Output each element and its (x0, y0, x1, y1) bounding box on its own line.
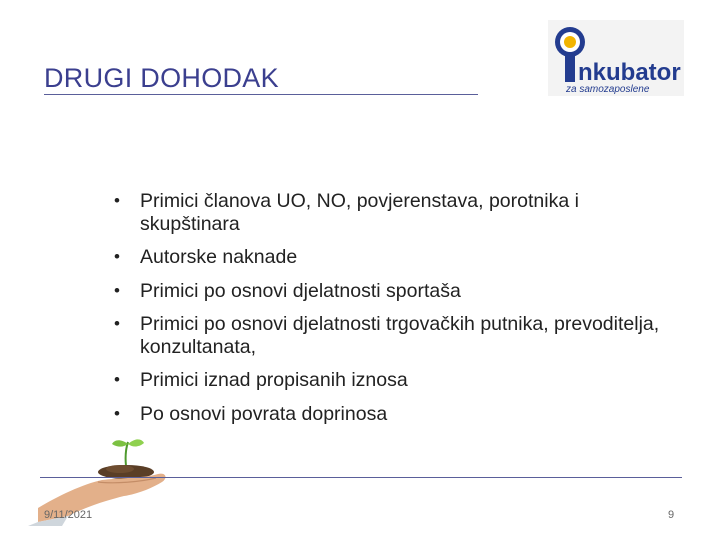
list-item (108, 190, 668, 235)
logo-name: nkubator (578, 59, 681, 86)
inkubator-logo (548, 20, 684, 96)
list-item (108, 369, 668, 392)
bullet-text: Autorske naknade (140, 246, 298, 268)
bullet-marker: • (114, 314, 120, 333)
footer-divider (40, 477, 682, 478)
title-divider (44, 94, 478, 95)
list-item (108, 246, 668, 269)
bullet-marker: • (114, 280, 120, 300)
bullet-text: Primici članova UO, NO, povjerenstava, porotnika i skupštinara (140, 190, 579, 235)
bullet-marker: • (114, 370, 120, 389)
slide-title: DRUGI DOHODAK (44, 63, 279, 93)
bullet-list (108, 190, 668, 436)
bullet-text: Primici iznad propisanih iznosa (140, 369, 408, 391)
page-number: 9 (668, 509, 675, 521)
bullet-text: Primici po osnovi djelatnosti sportaša (140, 279, 461, 302)
list-item (108, 280, 668, 303)
logo-tagline: za samozaposlene (566, 84, 650, 95)
slide-date: 9/11/2021 (44, 509, 93, 521)
bullet-marker: • (114, 191, 120, 210)
bullet-marker: • (114, 403, 120, 423)
bullet-text: Po osnovi povrata doprinosa (140, 402, 388, 425)
list-item (108, 313, 668, 358)
bullet-text: Primici po osnovi djelatnosti trgovačkih putnika, prevoditelja, konzultanata, (140, 313, 660, 358)
bullet-marker: • (114, 247, 120, 266)
list-item (108, 403, 668, 426)
